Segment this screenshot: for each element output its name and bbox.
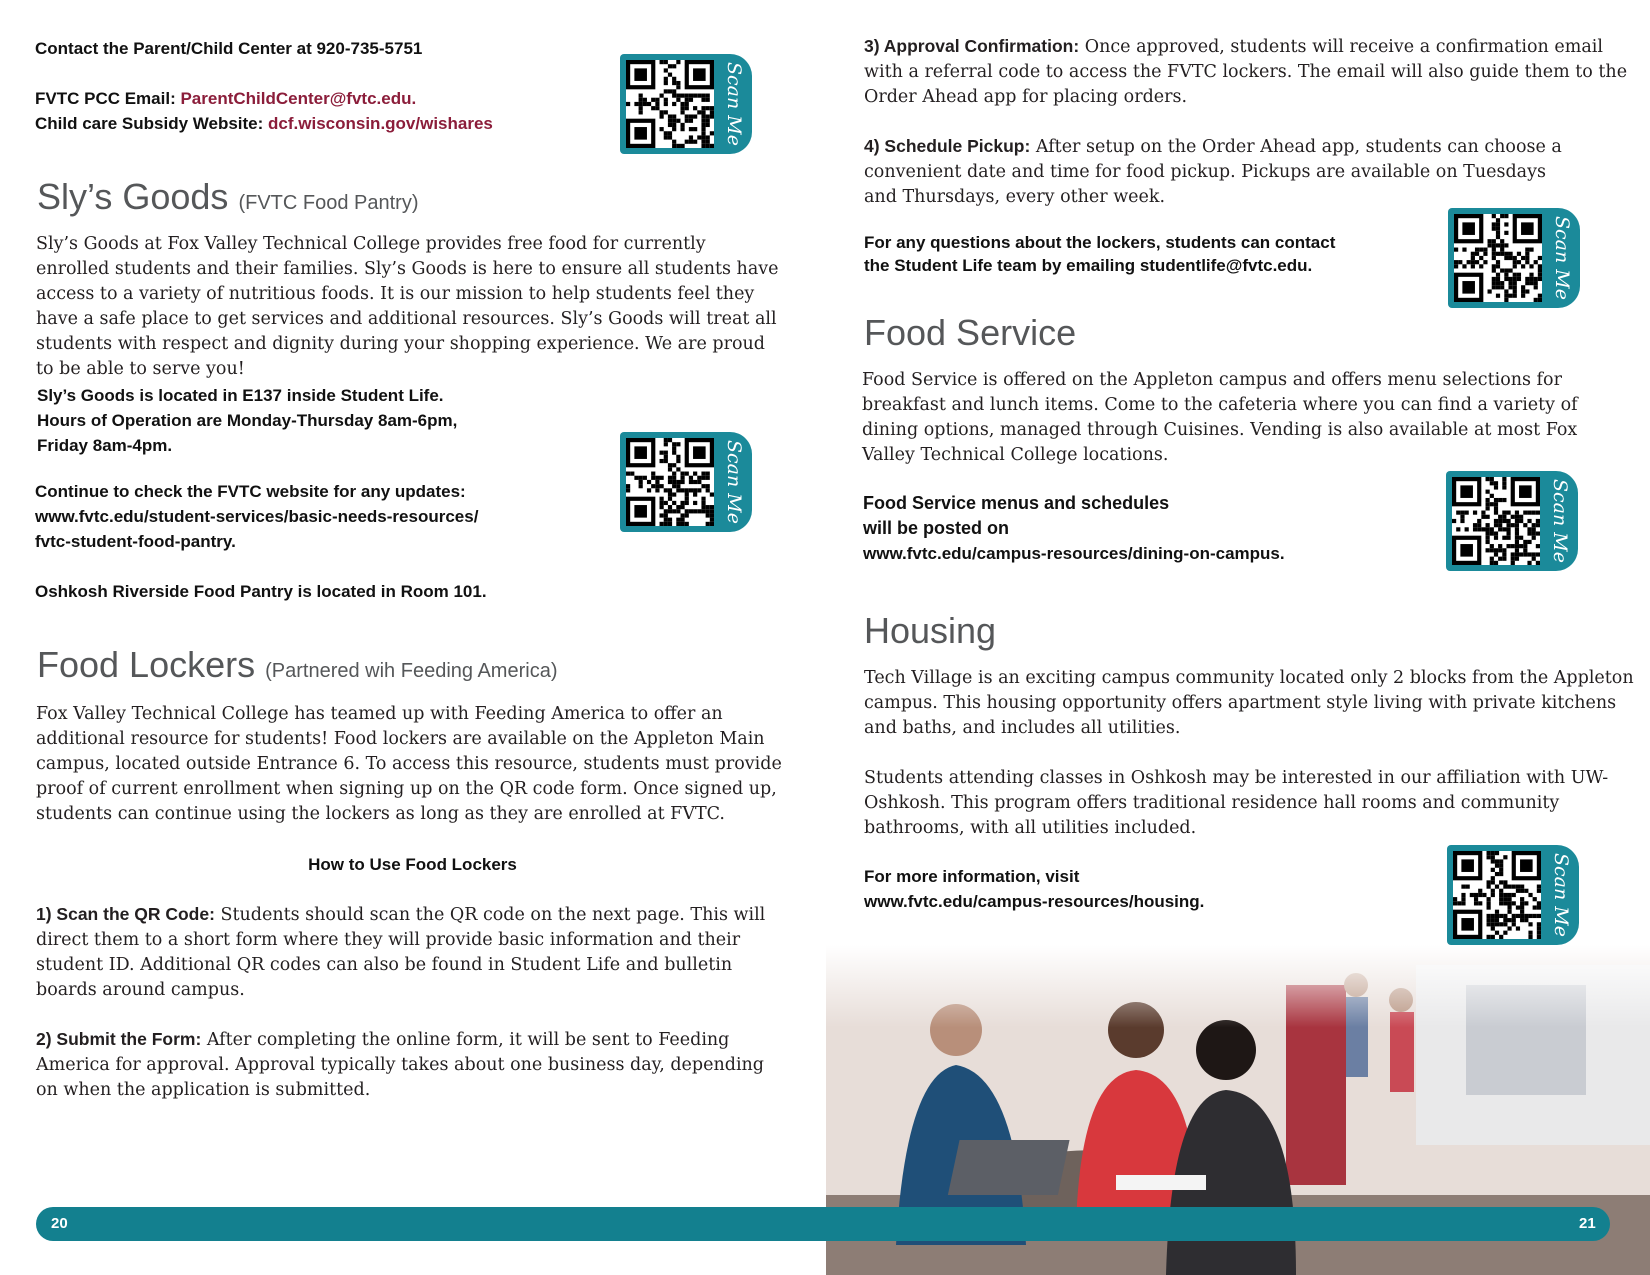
step-2-label: 2) Submit the Form:	[36, 1029, 202, 1049]
page-number-right: 21	[1579, 1215, 1596, 1232]
scan-me-label: Scan Me	[1549, 479, 1571, 563]
lockers-questions-2: the Student Life team by emailing studentlife@fvtc.edu.	[864, 256, 1313, 275]
qr-code-icon	[1454, 214, 1542, 302]
menus-line-1: Food Service menus and schedules	[863, 493, 1170, 513]
continue-check: Continue to check the FVTC website for any updates:	[35, 482, 466, 501]
contact-line: Contact the Parent/Child Center at 920-735-5751	[35, 39, 423, 58]
lockers-questions-1: For any questions about the lockers, students can contact	[864, 233, 1336, 252]
step-3-label: 3) Approval Confirmation:	[864, 36, 1080, 56]
scan-me-label: Scan Me	[723, 62, 745, 146]
scan-me-label: Scan Me	[1550, 853, 1572, 937]
step-1-text: Students should scan the QR code on the next page. This will direct them to a short form where they will provide basic information and their student ID. Additional QR codes can also be found in Student Life and bulletin boards around campus.	[36, 905, 766, 1000]
food-lockers-subtitle: (Partnered wih Feeding America)	[265, 660, 558, 682]
step-1	[36, 902, 788, 1003]
step-3	[864, 34, 1634, 110]
slys-goods-title: Sly’s Goods	[37, 176, 229, 217]
oshkosh-pantry: Oshkosh Riverside Food Pantry is located in Room 101.	[35, 582, 487, 601]
pantry-url-1[interactable]: www.fvtc.edu/student-services/basic-needs-resources/	[35, 507, 479, 526]
qr-code-parent-child[interactable]	[620, 54, 752, 154]
food-lockers-body: Fox Valley Technical College has teamed up with Feeding America to offer an additional resource for students! Food lockers are available on the Appleton Main campus, located outside Entrance 6. To access this resource, students must provide proof of current enrollment when signing up on the QR code form. Once signed up, students can continue using the lockers as long as they are enrolled at FVTC.	[36, 704, 782, 824]
slys-location: Sly’s Goods is located in E137 inside Student Life.	[37, 386, 444, 405]
qr-code-food-service[interactable]	[1446, 471, 1578, 571]
qr-code-icon	[626, 438, 714, 526]
housing-heading: Housing	[864, 610, 997, 651]
scan-me-label: Scan Me	[1551, 216, 1573, 300]
pcc-email-line	[35, 86, 416, 111]
qr-code-icon	[1453, 851, 1541, 939]
menus-line-2: will be posted on	[863, 518, 1010, 538]
qr-code-housing[interactable]	[1447, 845, 1579, 945]
slys-hours-2: Friday 8am-4pm.	[37, 436, 173, 455]
slys-goods-heading	[37, 177, 419, 223]
subsidy-link[interactable]: dcf.wisconsin.gov/wishares	[268, 114, 493, 133]
qr-code-food-pantry[interactable]	[620, 432, 752, 532]
housing-more-info: For more information, visit	[864, 867, 1080, 886]
food-service-heading: Food Service	[864, 312, 1077, 353]
subsidy-line	[35, 111, 493, 136]
scan-me-label: Scan Me	[723, 440, 745, 524]
step-3-text: Once approved, students will receive a confirmation email with a referral code to access the FVTC lockers. The email will also guide them to the Order Ahead app for placing orders.	[864, 37, 1628, 107]
pantry-url-2[interactable]: fvtc-student-food-pantry.	[35, 532, 236, 551]
subsidy-label: Child care Subsidy Website:	[35, 114, 269, 133]
pcc-email-link[interactable]: ParentChildCenter@fvtc.edu.	[180, 89, 417, 108]
step-1-label: 1) Scan the QR Code:	[36, 904, 215, 924]
how-to-heading: How to Use Food Lockers	[308, 855, 517, 874]
housing-body-1: Tech Village is an exciting campus community located only 2 blocks from the Appleton campus. This housing opportunity offers apartment style living with private kitchens and baths, and includes all utilities.	[864, 668, 1634, 738]
page-number-left: 20	[51, 1215, 68, 1232]
qr-code-icon	[1452, 477, 1540, 565]
step-4-text: After setup on the Order Ahead app, students can choose a convenient date and time for food pickup. Pickups are available on Tuesdays and Thursdays, every other week.	[864, 137, 1562, 207]
food-lockers-title: Food Lockers	[37, 644, 256, 685]
qr-code-icon	[626, 60, 714, 148]
slys-hours-1: Hours of Operation are Monday-Thursday 8am-6pm,	[37, 411, 458, 430]
footer-bar	[36, 1207, 1610, 1241]
slys-goods-subtitle: (FVTC Food Pantry)	[238, 192, 419, 214]
food-lockers-heading	[37, 645, 557, 691]
pcc-email-label: FVTC PCC Email:	[35, 89, 181, 108]
step-4-label: 4) Schedule Pickup:	[864, 136, 1031, 156]
step-4	[864, 134, 1584, 210]
menus-url[interactable]: www.fvtc.edu/campus-resources/dining-on-campus.	[863, 544, 1285, 563]
step-2-text: After completing the online form, it will be sent to Feeding America for approval. Approval typically takes about one business day, depending on when the application is submitted.	[36, 1030, 765, 1100]
slys-goods-body: Sly’s Goods at Fox Valley Technical College provides free food for currently enrolled students and their families. Sly’s Goods is here to ensure all students have access to a variety of nutritious foods. It is our mission to help students feel they have a safe place to get services and additional resources. Sly’s Goods will treat all students with respect and dignity during your shopping experience. We are proud to be able to serve you!	[36, 234, 779, 379]
housing-url[interactable]: www.fvtc.edu/campus-resources/housing.	[864, 892, 1205, 911]
step-2	[36, 1027, 776, 1103]
food-service-body: Food Service is offered on the Appleton campus and offers menu selections for breakfast and lunch items. Come to the cafeteria where you can find a variety of dining options, managed through Cuisines. Vending is also available at most Fox Valley Technical College locations.	[862, 370, 1578, 465]
housing-body-2: Students attending classes in Oshkosh may be interested in our affiliation with UW-Oshkosh. This program offers traditional residence hall rooms and community bathrooms, with all utilities included.	[864, 768, 1609, 838]
qr-code-lockers[interactable]	[1448, 208, 1580, 308]
